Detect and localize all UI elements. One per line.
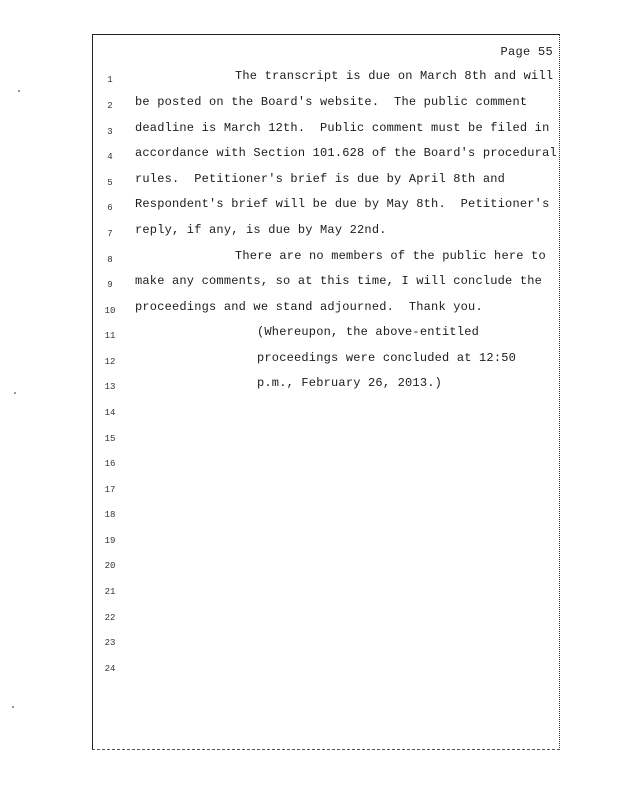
transcript-line: (Whereupon, the above-entitled — [257, 325, 480, 339]
line-number: 24 — [104, 664, 116, 674]
transcript-line: p.m., February 26, 2013.) — [257, 376, 443, 390]
scan-speck — [14, 392, 16, 394]
page-number: Page 55 — [500, 45, 553, 59]
line-number: 9 — [107, 280, 113, 290]
transcript-line: proceedings were concluded at 12:50 — [257, 351, 517, 365]
line-number: 23 — [104, 638, 116, 648]
line-number: 3 — [107, 127, 113, 137]
line-number: 22 — [104, 613, 116, 623]
line-number: 20 — [104, 561, 116, 571]
line-number: 21 — [104, 587, 116, 597]
line-number: 2 — [107, 101, 113, 111]
line-number: 5 — [107, 178, 113, 188]
transcript-line: There are no members of the public here to — [235, 249, 546, 263]
transcript-page-frame — [92, 34, 560, 750]
line-number: 7 — [107, 229, 113, 239]
transcript-line: reply, if any, is due by May 22nd. — [135, 223, 387, 237]
line-number: 11 — [104, 331, 116, 341]
transcript-line: deadline is March 12th. Public comment must be filed in — [135, 121, 550, 135]
scan-speck — [18, 90, 20, 92]
line-number: 17 — [104, 485, 116, 495]
transcript-line: be posted on the Board's website. The public comment — [135, 95, 528, 109]
transcript-line: The transcript is due on March 8th and will — [235, 69, 554, 83]
line-number: 13 — [104, 382, 116, 392]
line-number: 14 — [104, 408, 116, 418]
line-number: 18 — [104, 510, 116, 520]
transcript-line: rules. Petitioner's brief is due by April 8th and — [135, 172, 506, 186]
line-number: 16 — [104, 459, 116, 469]
line-number: 6 — [107, 203, 113, 213]
line-number: 8 — [107, 255, 113, 265]
transcript-line: proceedings and we stand adjourned. Thank you. — [135, 300, 483, 314]
transcript-line: make any comments, so at this time, I will conclude the — [135, 274, 543, 288]
line-number: 1 — [107, 75, 113, 85]
transcript-line: Respondent's brief will be due by May 8th. Petitioner's — [135, 197, 550, 211]
line-number: 15 — [104, 434, 116, 444]
scan-speck — [12, 706, 14, 708]
line-number: 19 — [104, 536, 116, 546]
transcript-line: accordance with Section 101.628 of the Board's procedural — [135, 146, 557, 160]
line-number: 4 — [107, 152, 113, 162]
line-number: 12 — [104, 357, 116, 367]
line-number: 10 — [104, 306, 116, 316]
